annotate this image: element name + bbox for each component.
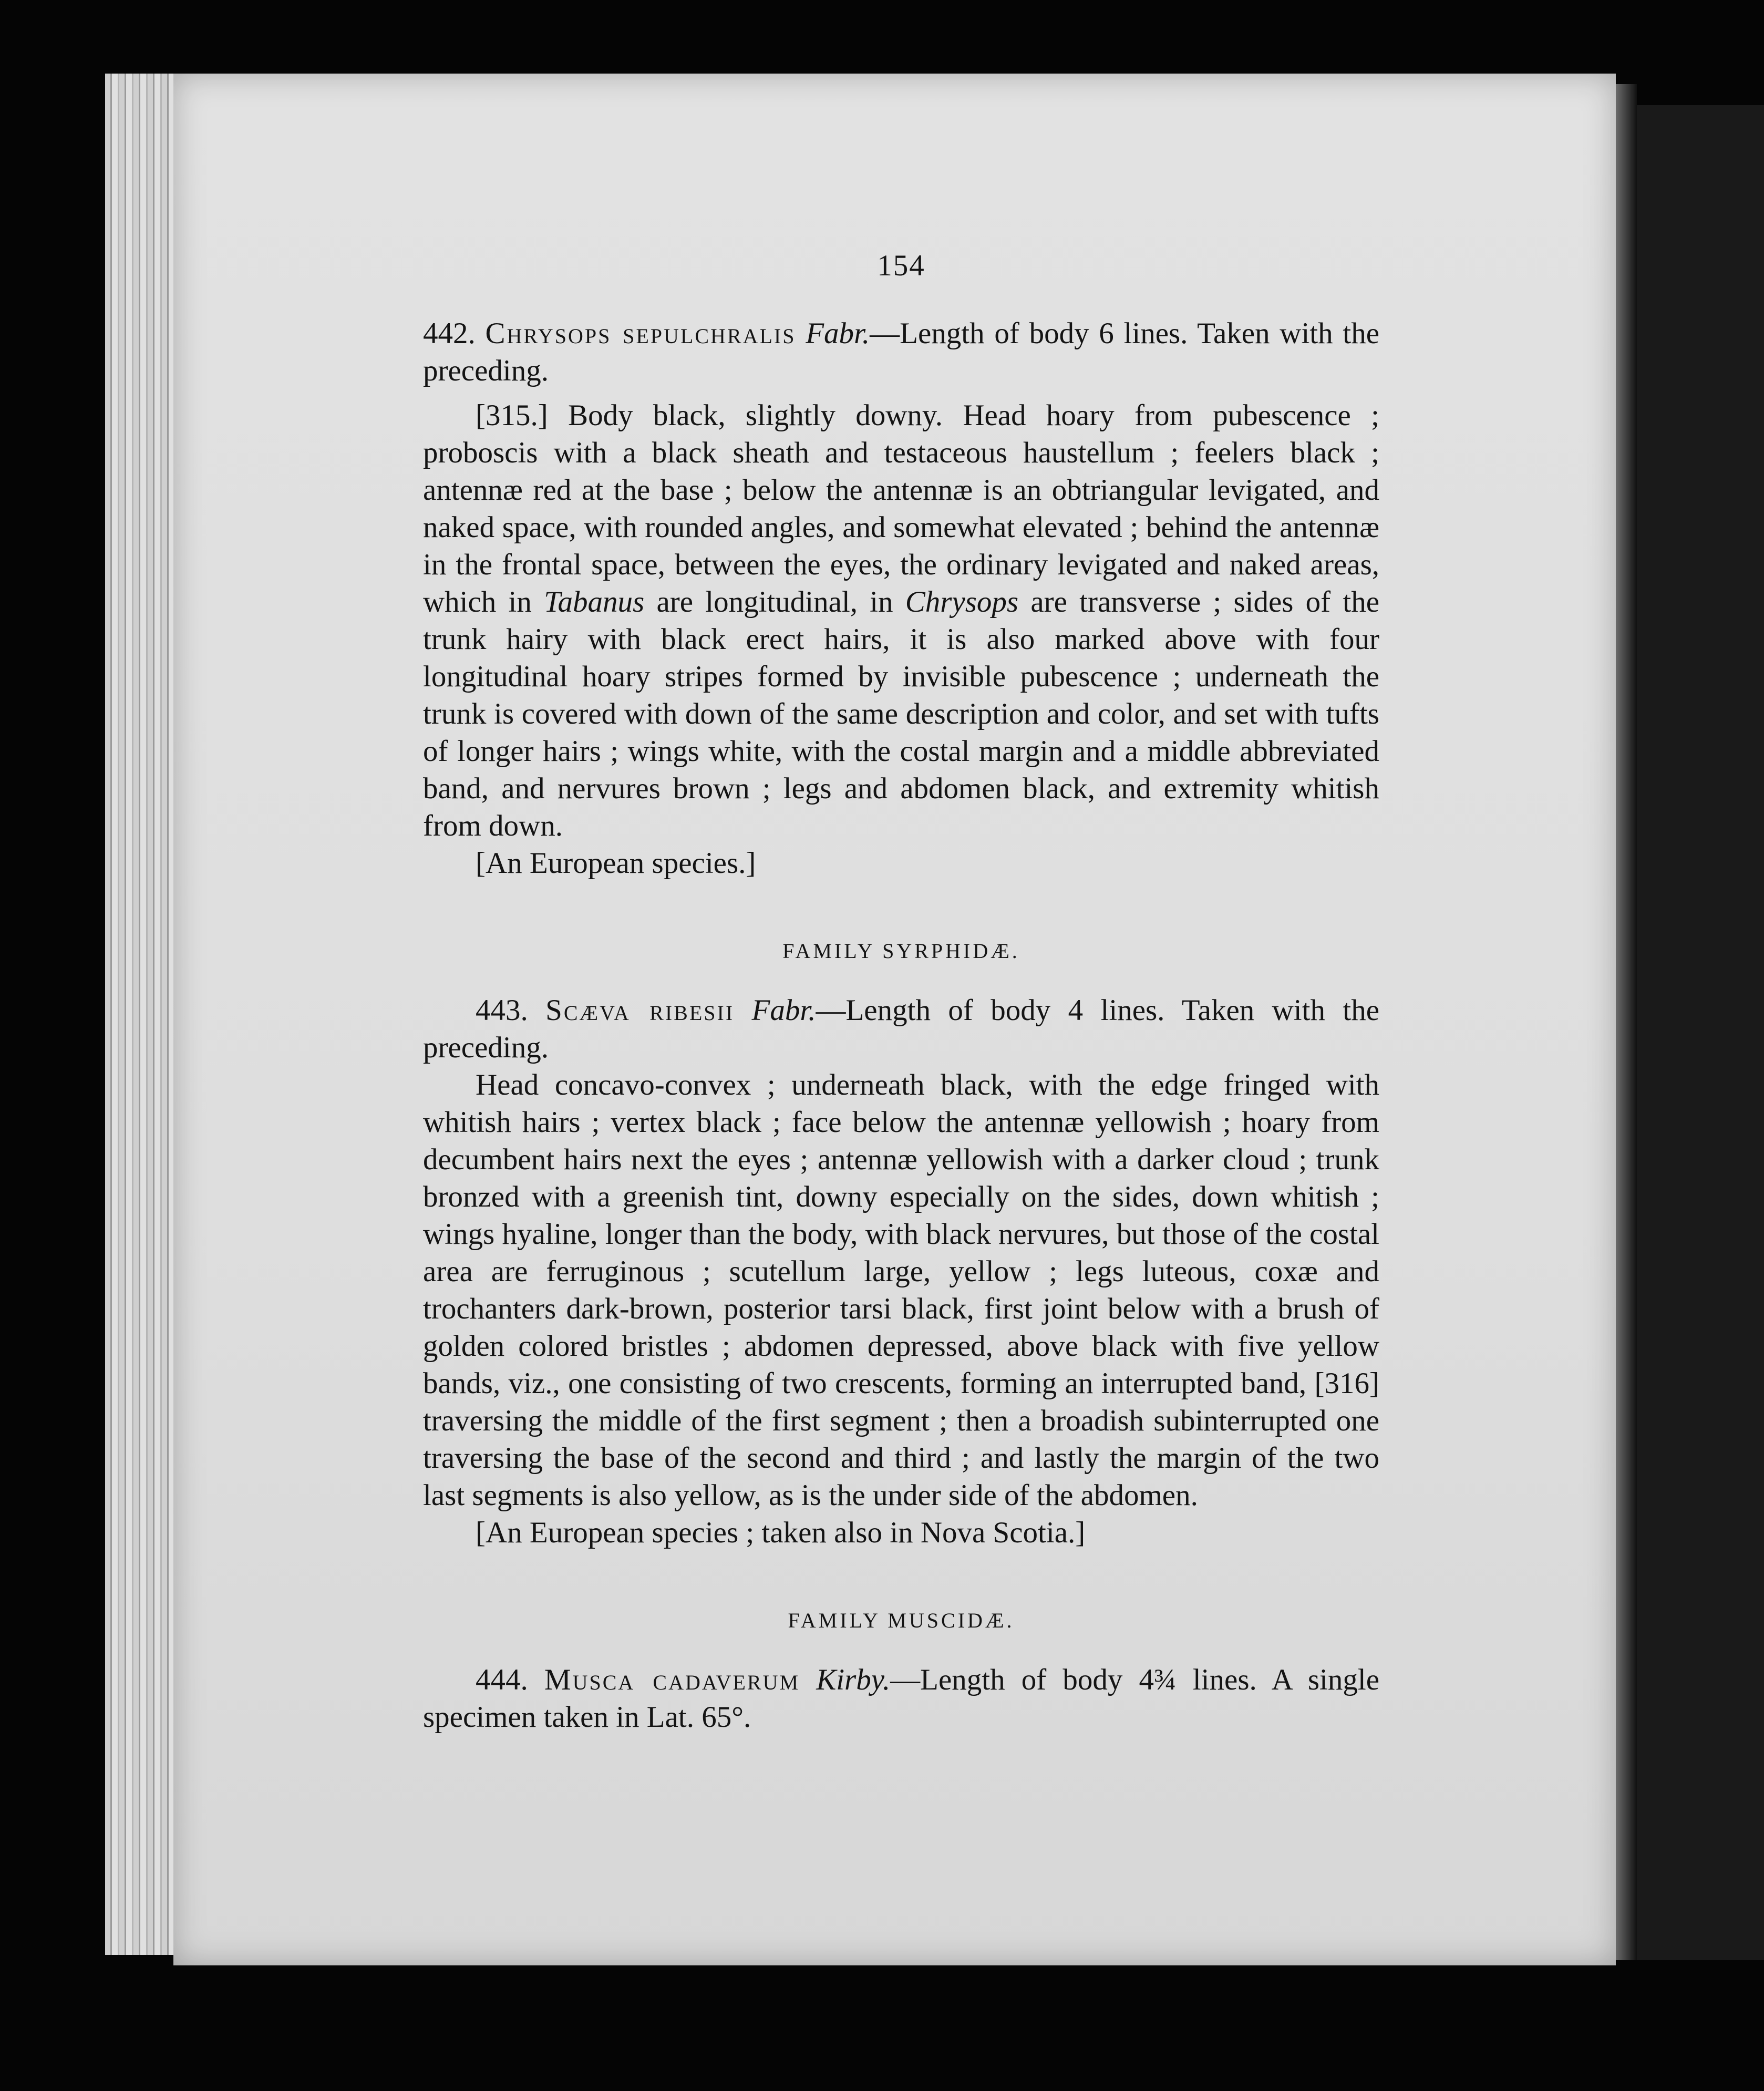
entry-442-note: [An European species.] — [476, 847, 756, 880]
entry-442-heading — [423, 315, 1379, 389]
entry-443-heading — [423, 992, 1379, 1066]
page-text — [423, 247, 1379, 1736]
entry-summary: —Length of body 4 lines. Taken with the preceding. — [423, 994, 1380, 1064]
entry-number: 442. — [423, 317, 476, 350]
family-heading-muscidae: FAMILY MUSCIDÆ. — [788, 1609, 1015, 1632]
entry-summary: —Length of body 6 lines. Taken with the preceding. — [423, 317, 1380, 387]
entry-number: 443. — [476, 994, 528, 1027]
entry-443-description: Head concavo-convex ; underneath black, with the edge fringed with whitish hairs ; vertex black ; face below the antennæ yellowish ; hoary from decumbent hairs next the eyes ; antennæ yellowish with a darker cloud ; trunk bronzed with a greenish tint, downy especially on the sides, down whitish ; wings hyaline, longer than the body, with black nervures, but those of the costal area are ferruginous ; scutellum large, yellow ; legs luteous, coxæ and trochanters dark-brown, posterior tarsi black, first joint below with a brush of golden colored bristles ; abdomen depressed, above black with five yellow bands, viz., one consisting of two crescents, forming an interrupted band, [316] traversing the middle of the first segment ; then a broadish subinterrupted one traversing the base of the second and third ; and lastly the margin of the two last segments is also yellow, as is the under side of the abdomen. — [423, 1068, 1379, 1512]
entry-number: 444. — [476, 1663, 528, 1696]
author: Fabr. — [751, 994, 816, 1027]
species-name: Chrysops sepulchralis — [485, 317, 796, 350]
page-number: 154 — [877, 249, 925, 282]
family-heading-syrphidae: FAMILY SYRPHIDÆ. — [782, 939, 1020, 963]
book-gutter — [1616, 84, 1637, 1960]
facing-page — [1637, 105, 1764, 1960]
entry-summary: —Length of body 4¾ lines. A single specimen taken in Lat. 65°. — [423, 1663, 1380, 1734]
entry-442-description: [315.] Body black, slightly downy. Head hoary from pubescence ; proboscis with a black sheath and testaceous haustellum ; feelers black ; antennæ red at the base ; below the antennæ is an obtriangular levigated, and naked space, with rounded angles, and somewhat elevated ; behind the antennæ in the frontal space, between the eyes, the ordinary levigated and naked areas, which in Tabanus are longitudinal, in Chrysops are transverse ; sides of the trunk hairy with black erect hairs, it is also marked above with four longitudinal hoary stripes formed by invisible pubescence ; underneath the trunk is covered with down of the same description and color, and set with tufts of longer hairs ; wings white, with the costal margin and a middle abbreviated band, and nervures brown ; legs and abdomen black, and extremity whitish from down. — [423, 399, 1380, 842]
author: Fabr. — [806, 317, 870, 350]
entry-443-note: [An European species ; taken also in Nova Scotia.] — [476, 1516, 1086, 1549]
entry-444-heading — [423, 1661, 1379, 1736]
species-name: Musca cadaverum — [544, 1663, 800, 1696]
author: Kirby. — [816, 1663, 891, 1696]
species-name: Scæva ribesii — [545, 994, 735, 1027]
